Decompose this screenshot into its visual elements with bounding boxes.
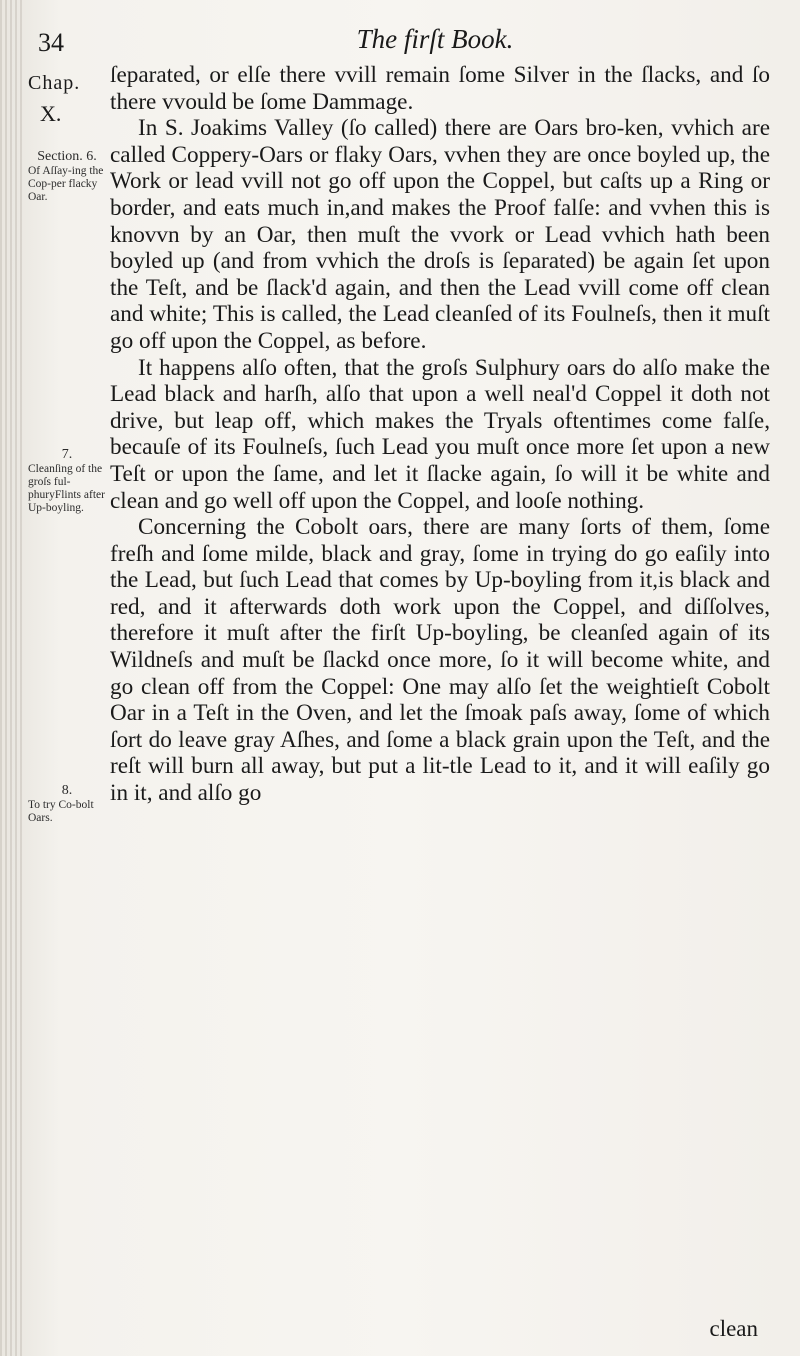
chapter-number: X. — [40, 101, 62, 126]
margin-note-section-7 — [28, 448, 106, 515]
page-number: 34 — [38, 28, 64, 57]
paragraph: Concerning the Cobolt oars, there are many ſorts of them, ſome freſh and ſome milde, black and gray, ſome in trying do go eaſily into the Lead, but ſuch Lead that comes by Up-boyling from it,is black and red, and it afterwards doth work upon the Coppel, and diſſolves, therefore it muſt after the firſt Up-boyling, be cleanſed again of its Wildneſs and muſt be ſlackd once more, ſo it will become white, and go clean off from the Coppel: One may alſo ſet the weightieſt Cobolt Oar in a Teſt in the Oven, and let the ſmoak paſs away, ſome of which ſort do leave gray Aſhes, and ſome a black grain upon the Teſt, and the reſt will burn all away, but put a lit-tle Lead to it, and it will eaſily go in it, and alſo go — [110, 514, 770, 807]
running-title: The firſt Book. — [356, 24, 514, 54]
margin-note-text: Cleanſing of the groſs ful-phuryFlints after Up-boyling. — [28, 463, 105, 514]
catchword: clean — [709, 1316, 758, 1341]
paragraph: In S. Joakims Valley (ſo called) there are Oars bro-ken, vvhich are called Coppery-Oars or flaky Oars, vvhen they are once boyled up, the Work or lead vvill not go off upon the Coppel, but caſts up a Ring or border, and eats much in,and makes the Proof falſe: and vvhen this is knovvn by an Oar, then muſt the vvork or Lead vvhich hath been boyled up (and from vvhich the droſs is ſeparated) be again ſet upon the Teſt, and be ſlack'd again, and then the Lead vvill come off clean and white; This is called, the Lead cleanſed of its Foulneſs, then it muſt go off upon the Coppel, as before. — [110, 115, 770, 354]
margin-note-section-6 — [28, 150, 106, 204]
margin-note-text: Of Aſſay-ing the Cop-per flacky Oar. — [28, 165, 104, 203]
margin-note-text: To try Co-bolt Oars. — [28, 799, 94, 824]
margin-note-section-8 — [28, 784, 106, 825]
paragraph: It happens alſo often, that the groſs Sulphury oars do alſo make the Lead black and harſh, alſo that upon a well neal'd Coppel it doth not drive, but leap off, which makes the Tryals oftentimes come falſe, becauſe of its Foulneſs, ſuch Lead you muſt once more ſet upon a new Teſt or upon the ſame, and let it ſlacke again, ſo will it be white and clean and go well off upon the Coppel, and looſe nothing. — [110, 354, 770, 514]
margin-note-number: Section. 6. — [37, 149, 97, 164]
page-binding-edge — [0, 0, 22, 1356]
body-text — [110, 62, 770, 807]
margin-note-number: 8. — [61, 783, 73, 798]
chapter-label: Chap. — [28, 72, 81, 94]
paragraph: ſeparated, or elſe there vvill remain ſome Silver in the ſlacks, and ſo there vvould be ſome Dammage. — [110, 62, 770, 115]
page-header — [38, 20, 760, 60]
margin-note-number: 7. — [61, 447, 73, 462]
